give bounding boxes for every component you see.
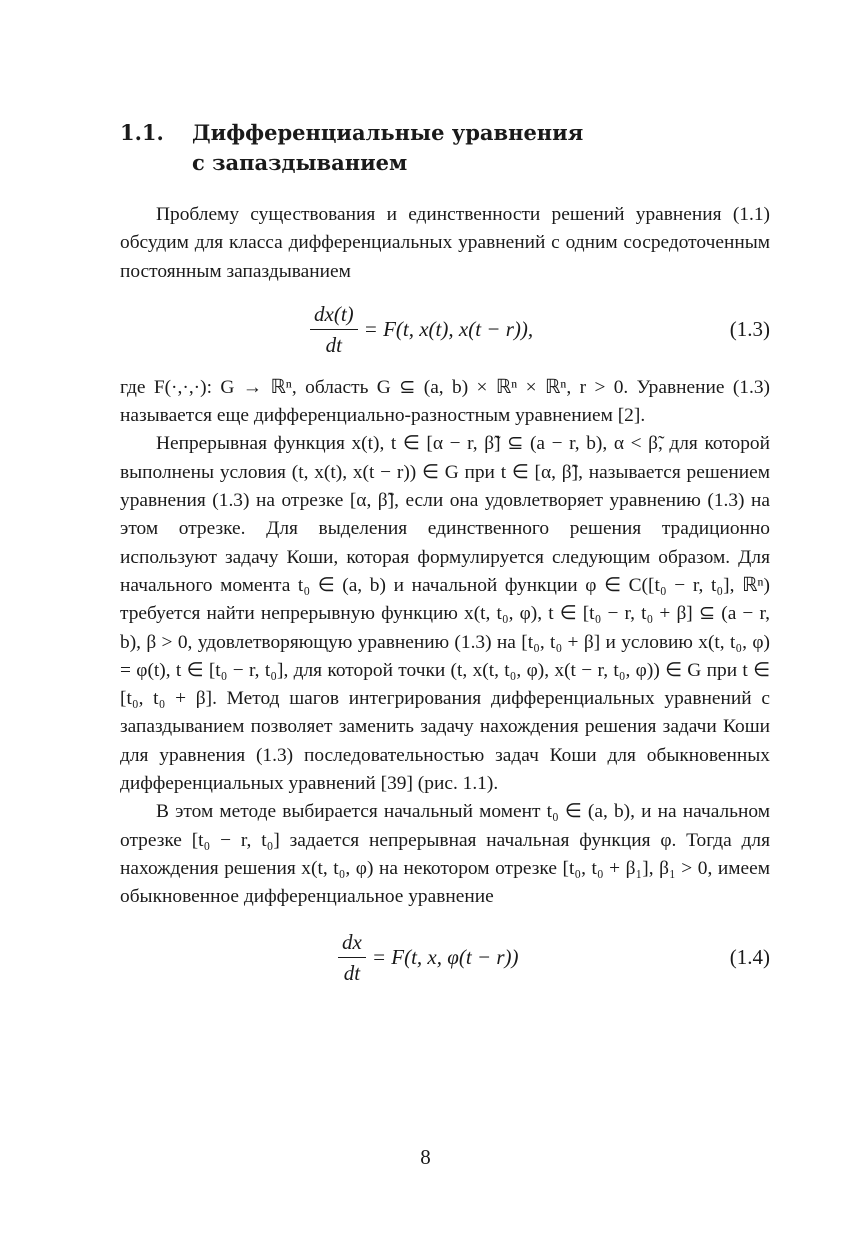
page-number: 8 xyxy=(420,1145,431,1169)
paragraph-2: где F(·,·,·): G → ℝⁿ, область G ⊆ (a, b) × ℝⁿ × ℝⁿ, r > 0. Уравнение (1.3) называется еще дифференциально-разностным уравнением [2]. xyxy=(120,376,770,427)
equation-1-4-numerator: dx xyxy=(338,929,366,958)
equation-1-3-fraction xyxy=(310,301,358,358)
equation-1-4-rhs: = F(t, x, φ(t − r)) xyxy=(371,945,519,970)
equation-1-4 xyxy=(120,926,770,990)
section-title xyxy=(192,118,583,178)
paragraph-3: Непрерывная функция x(t), t ∈ [α − r, β̃] ⊆ (a − r, b), α < β̃, для которой выполнены условия (t, x(t), x(t − r)) ∈ G при t ∈ [α, β̃], называется решением уравнения (1.3) на отрезке [α, β̃], если она удовлетворяет уравнению (1.3) на этом отрезке. Для выделения единственного решения традиционно используют задачу Коши, которая формулируется следующим образом. Для начального момента t₀ ∈ (a, b) и начальной функции φ ∈ C([t₀ − r, t₀], ℝⁿ) требуется найти непрерывную функцию x(t, t₀, φ), t ∈ [t₀ − r, t₀ + β] ⊆ (a − r, b), β > 0, удовлетворяющую уравнению (1.3) на [t₀, t₀ + β] и условию x(t, t₀, φ) = φ(t), t ∈ [t₀ − r, t₀], для которой точки (t, x(t, t₀, φ), x(t − r, t₀, φ)) ∈ G при t ∈ [t₀, t₀ + β]. Метод шагов интегрирования дифференциальных уравнений с запаздыванием позволяет заменить задачу нахождения решения задачи Коши для уравнения (1.3) последовательностью задач Коши для обыкновенных дифференциальных уравнений [39] (рис. 1.1). xyxy=(120,433,770,795)
equation-1-3-numerator: dx(t) xyxy=(310,301,358,330)
equation-1-4-fraction xyxy=(338,929,366,986)
section-title-line1: Дифференциальные уравнения xyxy=(192,120,584,145)
equation-1-4-number: (1.4) xyxy=(729,945,770,970)
page-content xyxy=(120,118,770,1002)
equation-1-4-denominator: dt xyxy=(343,961,361,986)
paragraph-1: Проблему существования и единственности решений уравнения (1.1) обсудим для класса дифференциальных уравнений с одним сосредоточенным постоянным запаздыванием xyxy=(120,204,770,282)
section-number: 1.1. xyxy=(120,120,164,145)
paragraph-4: В этом методе выбирается начальный момент t₀ ∈ (a, b), и на начальном отрезке [t₀ − r, t₀] задается непрерывная начальная функция φ. Тогда для нахождения решения x(t, t₀, φ) на некотором отрезке [t₀, t₀ + β₁], β₁ > 0, имеем обыкновенное дифференциальное уравнение xyxy=(120,801,770,908)
section-title-line2: с запаздыванием xyxy=(192,150,408,175)
equation-1-3 xyxy=(120,298,770,362)
section-heading xyxy=(120,118,770,178)
equation-1-3-rhs: = F(t, x(t), x(t − r)), xyxy=(363,317,534,342)
equation-1-3-denominator: dt xyxy=(325,333,342,358)
equation-1-3-number: (1.3) xyxy=(729,317,770,342)
